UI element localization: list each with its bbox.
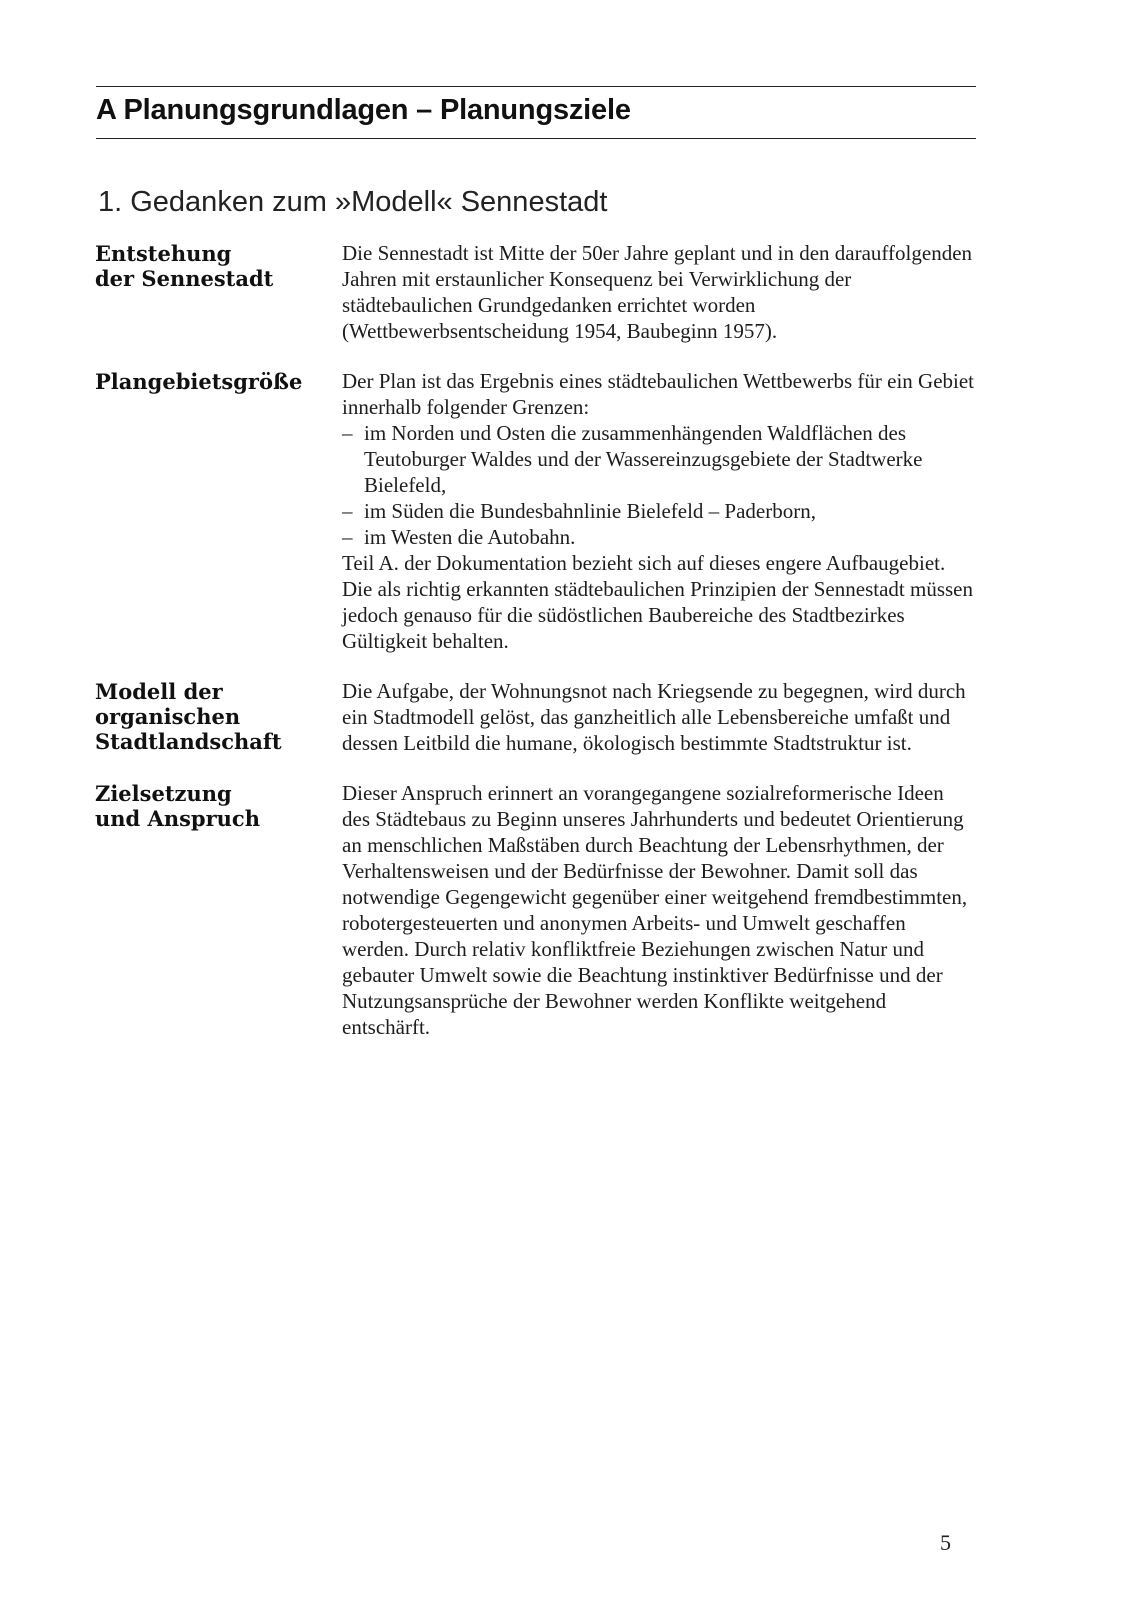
chapter-title: 1. Gedanken zum »Modell« Sennestadt <box>98 186 608 218</box>
section-label-line: organischen <box>95 704 241 729</box>
section-label-line: der Sennestadt <box>95 266 274 291</box>
section-label-line: Stadtlandschaft <box>95 729 282 754</box>
section-modell <box>95 678 975 756</box>
section-entstehung <box>95 240 975 344</box>
section-label <box>95 678 342 756</box>
section-label <box>95 240 342 344</box>
section-label-line: Entstehung <box>95 241 232 266</box>
paragraph-intro: Der Plan ist das Ergebnis eines städtebaulichen Wettbewerbs für ein Gebiet innerhalb folgender Grenzen: <box>342 369 975 419</box>
header-rule-bottom <box>96 138 976 139</box>
section-body <box>342 368 975 654</box>
paragraph-outro: Teil A. der Dokumentation bezieht sich auf dieses engere Aufbaugebiet. Die als richtig erkannten städtebaulichen Prinzipien der Sennestadt müssen jedoch genauso für die südöstlichen Baubereiche des Stadtbezirkes Gültigkeit behalten. <box>342 551 973 653</box>
section-body <box>342 240 975 344</box>
content-sections <box>95 240 975 1064</box>
list-item: – im Westen die Autobahn. <box>342 524 975 550</box>
boundary-list <box>342 420 975 550</box>
section-label <box>95 780 342 1040</box>
list-item: – im Süden die Bundesbahnlinie Bielefeld – Paderborn, <box>342 498 975 524</box>
section-label-line: Zielsetzung <box>95 781 232 806</box>
section-heading: A Planungsgrundlagen – Planungsziele <box>96 94 631 126</box>
paragraph: Dieser Anspruch erinnert an vorangegangene sozialreformerische Ideen des Städtebaus zu Beginn unseres Jahrhunderts und bedeutet Orientierung an menschlichen Maßstäben durch Beachtung der Lebensrhythmen, der Verhaltensweisen und der Bedürfnisse der Bewohner. Damit soll das notwendige Gegengewicht gegenüber einer weitgehend fremdbestimmten, robotergesteuerten und anonymen Arbeits- und Umwelt geschaffen werden. Durch relativ konfliktfreie Beziehungen zwischen Natur und gebauter Umwelt sowie die Beachtung instinktiver Bedürfnisse und der Nutzungsansprüche der Bewohner werden Konflikte weitgehend entschärft. <box>342 781 968 1039</box>
paragraph: Die Sennestadt ist Mitte der 50er Jahre geplant und in den darauffolgenden Jahren mit erstaunlicher Konsequenz bei Verwirklichung der städtebaulichen Grundgedanken errichtet worden (Wettbewerbsentscheidung 1954, Baubeginn 1957). <box>342 241 973 343</box>
page-number: 5 <box>940 1530 951 1555</box>
section-label <box>95 368 342 654</box>
list-item: – im Norden und Osten die zusammenhängenden Waldflächen des Teutoburger Waldes und der Wassereinzugsgebiete der Stadtwerke Bielefeld, <box>342 420 975 498</box>
section-plangebietsgroesse <box>95 368 975 654</box>
section-body <box>342 678 975 756</box>
section-label-line: Plangebietsgröße <box>95 369 303 394</box>
section-zielsetzung <box>95 780 975 1040</box>
section-label-line: und Anspruch <box>95 806 260 831</box>
paragraph: Die Aufgabe, der Wohnungsnot nach Kriegsende zu begegnen, wird durch ein Stadtmodell gelöst, das ganzheitlich alle Lebensbereiche umfaßt und dessen Leitbild die humane, ökologisch bestimmte Stadtstruktur ist. <box>342 679 966 755</box>
section-body <box>342 780 975 1040</box>
header-rule-top <box>96 86 976 87</box>
section-label-line: Modell der <box>95 679 223 704</box>
